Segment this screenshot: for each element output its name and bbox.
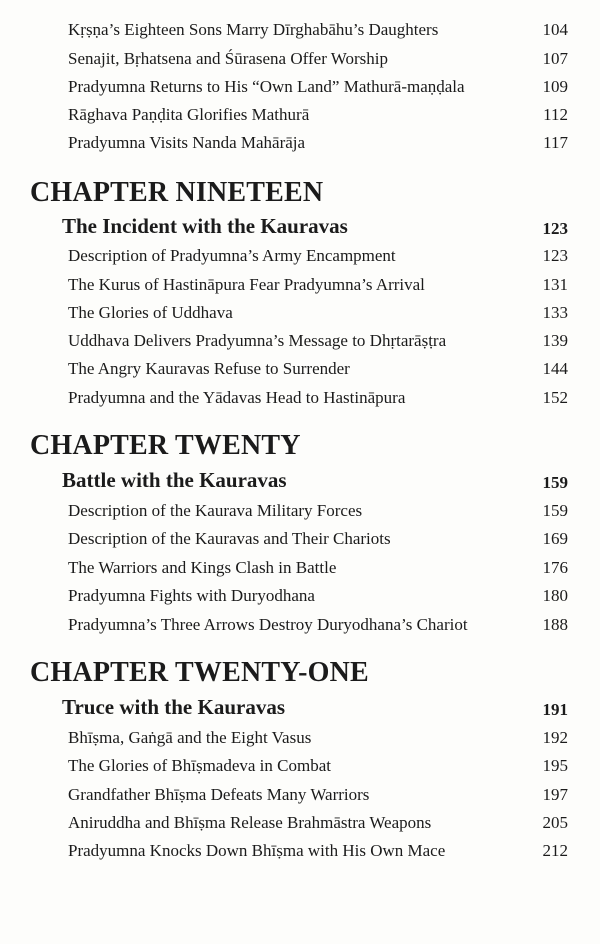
entry-page: 169 (542, 529, 568, 548)
entry-page: 195 (542, 756, 568, 775)
entry-page: 152 (542, 388, 568, 407)
entry-page: 197 (542, 785, 568, 804)
entry-title: The Glories of Uddhava (68, 303, 233, 322)
entry-page: 192 (542, 728, 568, 747)
chapter-heading: CHAPTER NINETEEN (30, 177, 324, 208)
entry-title: Senajit, Bṛhatsena and Śūrasena Offer Worship (68, 49, 388, 68)
entry-title: Bhīṣma, Gaṅgā and the Eight Vasus (68, 728, 312, 747)
entry-page: 109 (542, 77, 568, 96)
entry-page: 205 (542, 813, 568, 832)
entry-page: 133 (542, 303, 568, 322)
entry-title: Description of the Kauravas and Their Chariots (68, 529, 391, 548)
entry-title: The Kurus of Hastināpura Fear Pradyumna’s Arrival (68, 275, 425, 294)
entry-page: 107 (542, 49, 568, 68)
entry-title: Aniruddha and Bhīṣma Release Brahmāstra Weapons (68, 813, 432, 832)
entry-page: 176 (542, 558, 568, 577)
entry-page: 131 (542, 275, 568, 294)
entry-title: The Glories of Bhīṣmadeva in Combat (68, 756, 331, 775)
entry-page: 139 (542, 331, 568, 350)
entry-title: Description of the Kaurava Military Forces (68, 501, 363, 520)
chapter-page: 123 (542, 219, 568, 238)
entry-page: 104 (542, 20, 568, 39)
entry-page: 123 (542, 246, 568, 265)
chapter-title-text: Battle with the Kauravas (62, 468, 287, 492)
chapter-heading: CHAPTER TWENTY-ONE (30, 657, 369, 688)
chapter-title-text: The Incident with the Kauravas (62, 214, 348, 238)
entry-title: Rāghava Paṇḍita Glorifies Mathurā (68, 105, 310, 124)
entry-title: The Warriors and Kings Clash in Battle (68, 558, 337, 577)
entry-title: Kṛṣṇa’s Eighteen Sons Marry Dīrghabāhu’s Daughters (68, 20, 439, 39)
entry-title: Pradyumna Returns to His “Own Land” Mathurā-maṇḍala (68, 77, 465, 96)
entry-page: 112 (543, 105, 568, 124)
entry-title: Pradyumna Fights with Duryodhana (68, 586, 315, 605)
entry-title: Description of Pradyumna’s Army Encampment (68, 246, 396, 265)
entry-title: Grandfather Bhīṣma Defeats Many Warriors (68, 785, 370, 804)
chapter-page: 191 (542, 700, 568, 719)
entry-title: Uddhava Delivers Pradyumna’s Message to Dhṛtarāṣṭra (68, 331, 447, 350)
entry-title: Pradyumna’s Three Arrows Destroy Duryodhana’s Chariot (68, 615, 468, 634)
chapter-page: 159 (542, 473, 568, 492)
entry-title: Pradyumna Visits Nanda Mahārāja (68, 133, 306, 152)
chapter-heading: CHAPTER TWENTY (30, 430, 301, 461)
entry-page: 144 (542, 359, 568, 378)
entry-page: 212 (542, 841, 568, 860)
chapter-title-text: Truce with the Kauravas (62, 695, 286, 719)
entry-page: 159 (542, 501, 568, 520)
entry-page: 117 (543, 133, 568, 152)
entry-title: The Angry Kauravas Refuse to Surrender (68, 359, 350, 378)
entry-title: Pradyumna Knocks Down Bhīṣma with His Own Mace (68, 841, 446, 860)
entry-page: 180 (542, 586, 568, 605)
entry-title: Pradyumna and the Yādavas Head to Hastināpura (68, 388, 406, 407)
entry-page: 188 (542, 615, 568, 634)
